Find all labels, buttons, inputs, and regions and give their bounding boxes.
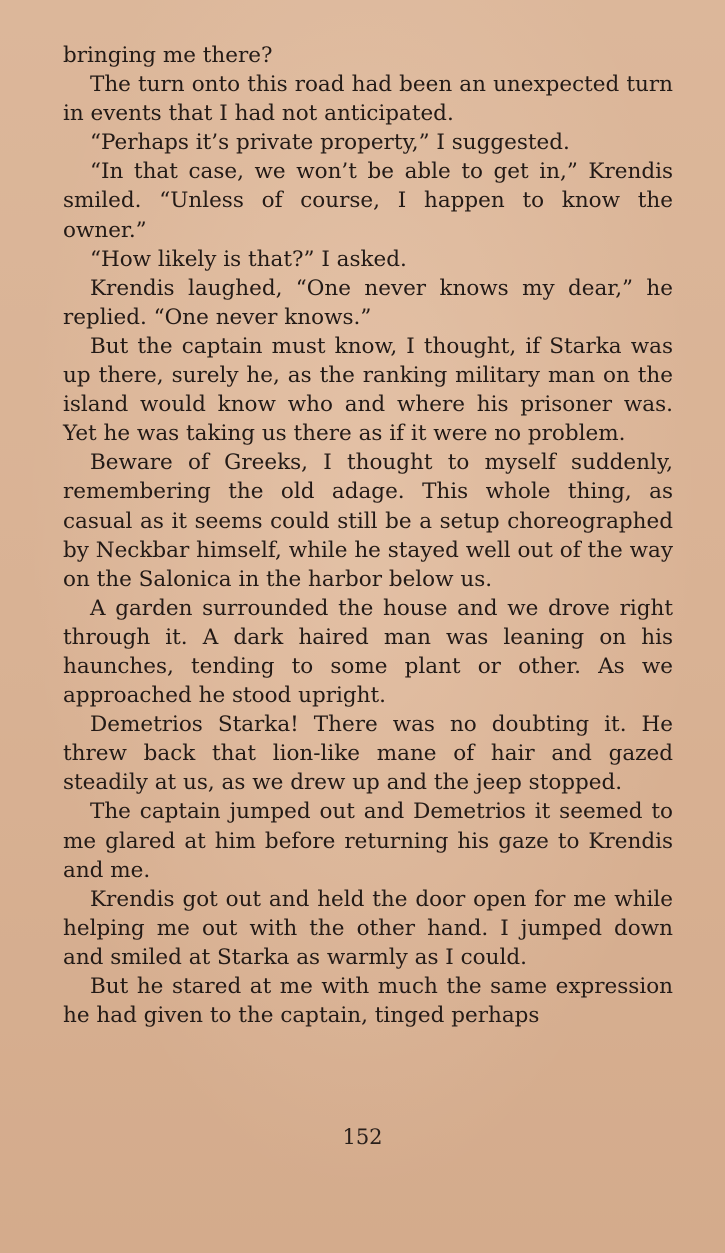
paragraph: “Perhaps it’s private property,” I suggested.	[90, 130, 570, 156]
paragraph: Krendis got out and held the door open for me while helping me out with the other hand. I jumped down and smiled at Starka as warmly as I could.	[63, 886, 673, 970]
page-number: 152	[342, 1125, 383, 1149]
paragraph: The captain jumped out and Demetrios it seemed to me glared at him before returning his gaze to Krendis and me.	[63, 799, 673, 883]
paragraph: A garden surrounded the house and we drove right through it. A dark haired man was leaning on his haunches, tending to some plant or other. As we approached he stood upright.	[63, 595, 673, 709]
paragraph-continuation: bringing me there?	[63, 43, 273, 68]
paragraph: Krendis laughed, “One never knows my dear,” he replied. “One never knows.”	[63, 275, 673, 330]
paragraph: Demetrios Starka! There was no doubting it. He threw back that lion-like mane of hair and gazed steadily at us, as we drew up and the jeep stopped.	[63, 712, 673, 796]
paragraph: “How likely is that?” I asked.	[90, 246, 407, 272]
paragraph: “In that case, we won’t be able to get in,” Krendis smiled. “Unless of course, I happen to know the owner.”	[63, 159, 673, 243]
paragraph: Beware of Greeks, I thought to myself suddenly, remembering the old adage. This whole thing, as casual as it seems could still be a setup choreographed by Neckbar himself, while he stayed well out of the way on the Salonica in the harbor below us.	[63, 450, 673, 592]
body-text	[63, 41, 673, 1030]
paragraph: But he stared at me with much the same expression he had given to the captain, tinged perhaps	[63, 974, 673, 1029]
paragraph: But the captain must know, I thought, if Starka was up there, surely he, as the ranking military man on the island would know who and where his prisoner was. Yet he was taking us there as if it were no problem.	[63, 333, 673, 447]
paragraph: The turn onto this road had been an unexpected turn in events that I had not anticipated.	[63, 72, 673, 127]
